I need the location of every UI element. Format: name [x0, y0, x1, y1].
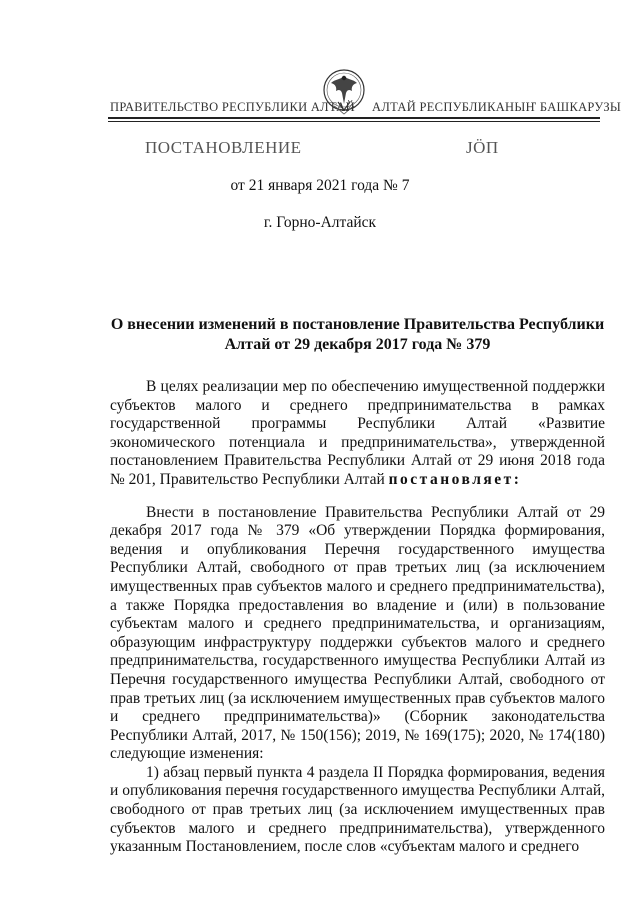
document-type-altai: JÖП [466, 138, 499, 157]
government-name-altai: АЛТАЙ РЕСПУБЛИКАНЫҤ БАШКАРУЗЫ [372, 100, 622, 114]
paragraph-item-1: 1) абзац первый пункта 4 раздела II Порядка формирования, ведения и опубликования перечня государственного имущества Республики Алтай, свободного от прав третьих лиц (за исключением имущественных прав субъектов малого и среднего предпринимательства), утвержденного указанным Постановлением, после слов «субъектам малого и среднего [110, 763, 605, 856]
document-city: г. Горно-Алтайск [263, 214, 377, 231]
document-date: от 21 января 2021 года № 7 [230, 177, 410, 194]
resolves-keyword: постановляет: [388, 470, 522, 488]
preamble-text: В целях реализации мер по обеспечению имущественной поддержки субъектов малого и среднего предпринимательства в рамках государственной программы Республики Алтай «Развитие экономического потенциала и предпринимательства», утвержденной постановлением Правительства Республики Алтай от 29 июня 2018 года № 201, Правительство Республики Алтай [110, 378, 605, 488]
header-rule-thin [108, 121, 600, 122]
paragraph-amendment: Внести в постановление Правительства Республики Алтай от 29 декабря 2017 года № 379 «Об утверждении Порядка формирования, ведения и опубликования Перечня государственного имущества Республики Алтай, свободного от прав третьих лиц (за исключением имущественных прав субъектов малого и среднего предпринимательства), а также Порядка предоставления во владение и (или) в пользование субъектам малого и среднего предпринимательства, и организациям, образующим инфраструктуру поддержки субъектов малого и среднего предпринимательства, государственного имущества Республики Алтай из Перечня государственного имущества Республики Алтай, свободного от прав третьих лиц (за исключением имущественных прав субъектов малого и среднего предпринимательства)» (Сборник законодательства Республики Алтай, 2017, № 150(156); 2019, № 169(175); 2020, № 174(180) следующие изменения: [110, 503, 605, 763]
document-title: О внесении изменений в постановление Правительства Республики Алтай от 29 декабря 2017 года № 379 [110, 316, 605, 353]
document-type-russian: ПОСТАНОВЛЕНИЕ [145, 138, 302, 157]
paragraph-preamble [110, 378, 605, 490]
government-name-russian: ПРАВИТЕЛЬСТВО РЕСПУБЛИКИ АЛТАЙ [110, 100, 355, 114]
document-body [110, 378, 605, 857]
header-rule-thick [108, 117, 600, 119]
